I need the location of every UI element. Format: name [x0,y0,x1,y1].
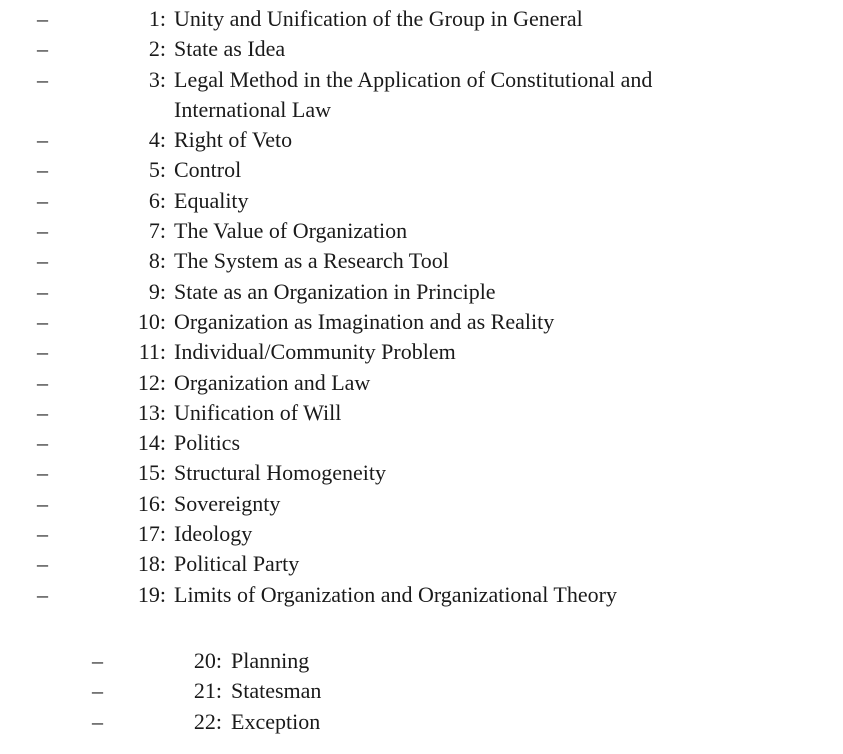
entry-number-value: 18 [137,551,160,577]
dash-bullet: – [92,678,103,704]
entry-number-value: 5 [148,157,160,183]
entry-number [186,676,222,706]
entry-number [130,246,166,276]
entry-title: Limits of Organization and Organizational Theory [174,581,617,607]
toc-entry [0,125,843,155]
entry-number [130,368,166,398]
entry-number-value: 2 [148,36,160,62]
toc-entry [0,428,843,458]
entry-title: The Value of Organization [174,218,408,244]
entry-separator: : [159,460,166,486]
entry-title: Organization and Law [174,369,371,395]
entry-number-value: 13 [137,399,160,425]
entry-title: Statesman [231,678,322,704]
toc-entry [0,246,843,276]
entry-number [130,277,166,307]
toc-entry [0,549,843,579]
entry-title: Sovereignty [174,490,281,516]
toc-entry [0,489,843,519]
toc-entry [0,519,843,549]
entry-number [130,4,166,34]
toc-entry [0,368,843,398]
toc-entry [0,676,843,706]
dash-bullet: – [37,248,48,274]
dash-bullet: – [92,708,103,734]
entry-number-value: 19 [137,581,160,607]
dash-bullet: – [37,187,48,213]
entry-separator: : [159,36,166,62]
entry-number-value: 22 [193,708,216,734]
toc-entry [0,34,843,64]
toc-entry [0,580,843,610]
toc-entry [0,4,843,34]
entry-separator: : [215,678,222,704]
dash-bullet: – [37,127,48,153]
entry-number [130,398,166,428]
entry-number-value: 7 [148,218,160,244]
entry-number-value: 11 [138,339,160,365]
toc-entry [0,216,843,246]
dash-bullet: – [37,490,48,516]
dash-bullet: – [37,339,48,365]
entry-title: Equality [174,187,249,213]
dash-bullet: – [37,66,48,92]
entry-title: Exception [231,708,321,734]
toc-entry [0,307,843,337]
entry-title: Planning [231,648,310,673]
toc-entry [0,398,843,428]
entry-separator: : [159,6,166,31]
entry-number [130,489,166,519]
entry-separator: : [215,648,222,673]
toc-entry [0,707,843,737]
dash-bullet: – [37,6,48,31]
dash-bullet: – [37,551,48,577]
entry-separator: : [159,127,166,153]
entry-number [130,337,166,367]
dash-bullet: – [37,430,48,456]
entry-separator: : [159,430,166,456]
dash-bullet: – [37,36,48,62]
entry-number [186,707,222,737]
entry-number [130,125,166,155]
entry-separator: : [159,187,166,213]
entry-number [130,155,166,185]
entry-number-value: 3 [148,66,160,92]
entry-separator: : [159,399,166,425]
entry-title: Unity and Unification of the Group in General [174,6,583,31]
toc-entry [0,337,843,367]
entry-title: Politics [174,430,241,456]
dash-bullet: – [37,278,48,304]
entry-number [130,65,166,95]
dash-bullet: – [92,648,103,673]
entry-number-value: 12 [137,369,160,395]
entry-number [130,580,166,610]
entry-number [130,186,166,216]
toc-entry [0,277,843,307]
dash-bullet: – [37,460,48,486]
dash-bullet: – [37,308,48,334]
dash-bullet: – [37,581,48,607]
entry-title: Ideology [174,521,253,547]
entry-number [130,216,166,246]
entry-title: Unification of Will [174,399,342,425]
entry-separator: : [159,369,166,395]
dash-bullet: – [37,521,48,547]
entry-number [130,549,166,579]
toc-entry [0,186,843,216]
entry-number-value: 21 [193,678,216,704]
entry-title: State as Idea [174,36,286,62]
entry-number [130,428,166,458]
entry-separator: : [215,708,222,734]
dash-bullet: – [37,369,48,395]
entry-number [186,646,222,676]
entry-title: State as an Organization in Principle [174,278,496,304]
entry-number [130,34,166,64]
entry-separator: : [159,66,166,92]
entry-number-value: 10 [137,308,160,334]
dash-bullet: – [37,157,48,183]
entry-number [130,307,166,337]
entry-separator: : [159,218,166,244]
entry-title: Control [174,157,242,183]
entry-number-value: 16 [137,490,160,516]
entry-number-value: 8 [148,248,160,274]
entry-number-value: 9 [148,278,160,304]
entry-number-value: 14 [137,430,160,456]
entry-title: Individual/Community Problem [174,339,456,365]
entry-number-value: 20 [193,648,216,673]
entry-separator: : [159,551,166,577]
toc-secondary-list [0,646,843,737]
dash-bullet: – [37,218,48,244]
dash-bullet: – [37,399,48,425]
toc-entry [0,646,843,676]
entry-separator: : [159,581,166,607]
entry-separator: : [159,278,166,304]
entry-title: The System as a Research Tool [174,248,449,274]
entry-separator: : [159,308,166,334]
toc-entry [0,458,843,488]
entry-number-value: 1 [148,6,160,31]
entry-title: Organization as Imagination and as Reality [174,308,555,334]
entry-number-value: 15 [137,460,160,486]
entry-title: Political Party [174,551,300,577]
entry-number [130,458,166,488]
toc-main-list [0,4,843,610]
entry-separator: : [159,490,166,516]
entry-number-value: 6 [148,187,160,213]
entry-separator: : [159,339,166,365]
entry-number-value: 17 [137,521,160,547]
entry-separator: : [159,157,166,183]
entry-number-value: 4 [148,127,160,153]
entry-title: Right of Veto [174,127,293,153]
entry-separator: : [159,248,166,274]
entry-title: Structural Homogeneity [174,460,387,486]
toc-entry [0,155,843,185]
entry-separator: : [159,521,166,547]
entry-number [130,519,166,549]
toc-entry [0,65,843,126]
entry-title: Legal Method in the Application of Constitutional and International Law [174,66,653,122]
